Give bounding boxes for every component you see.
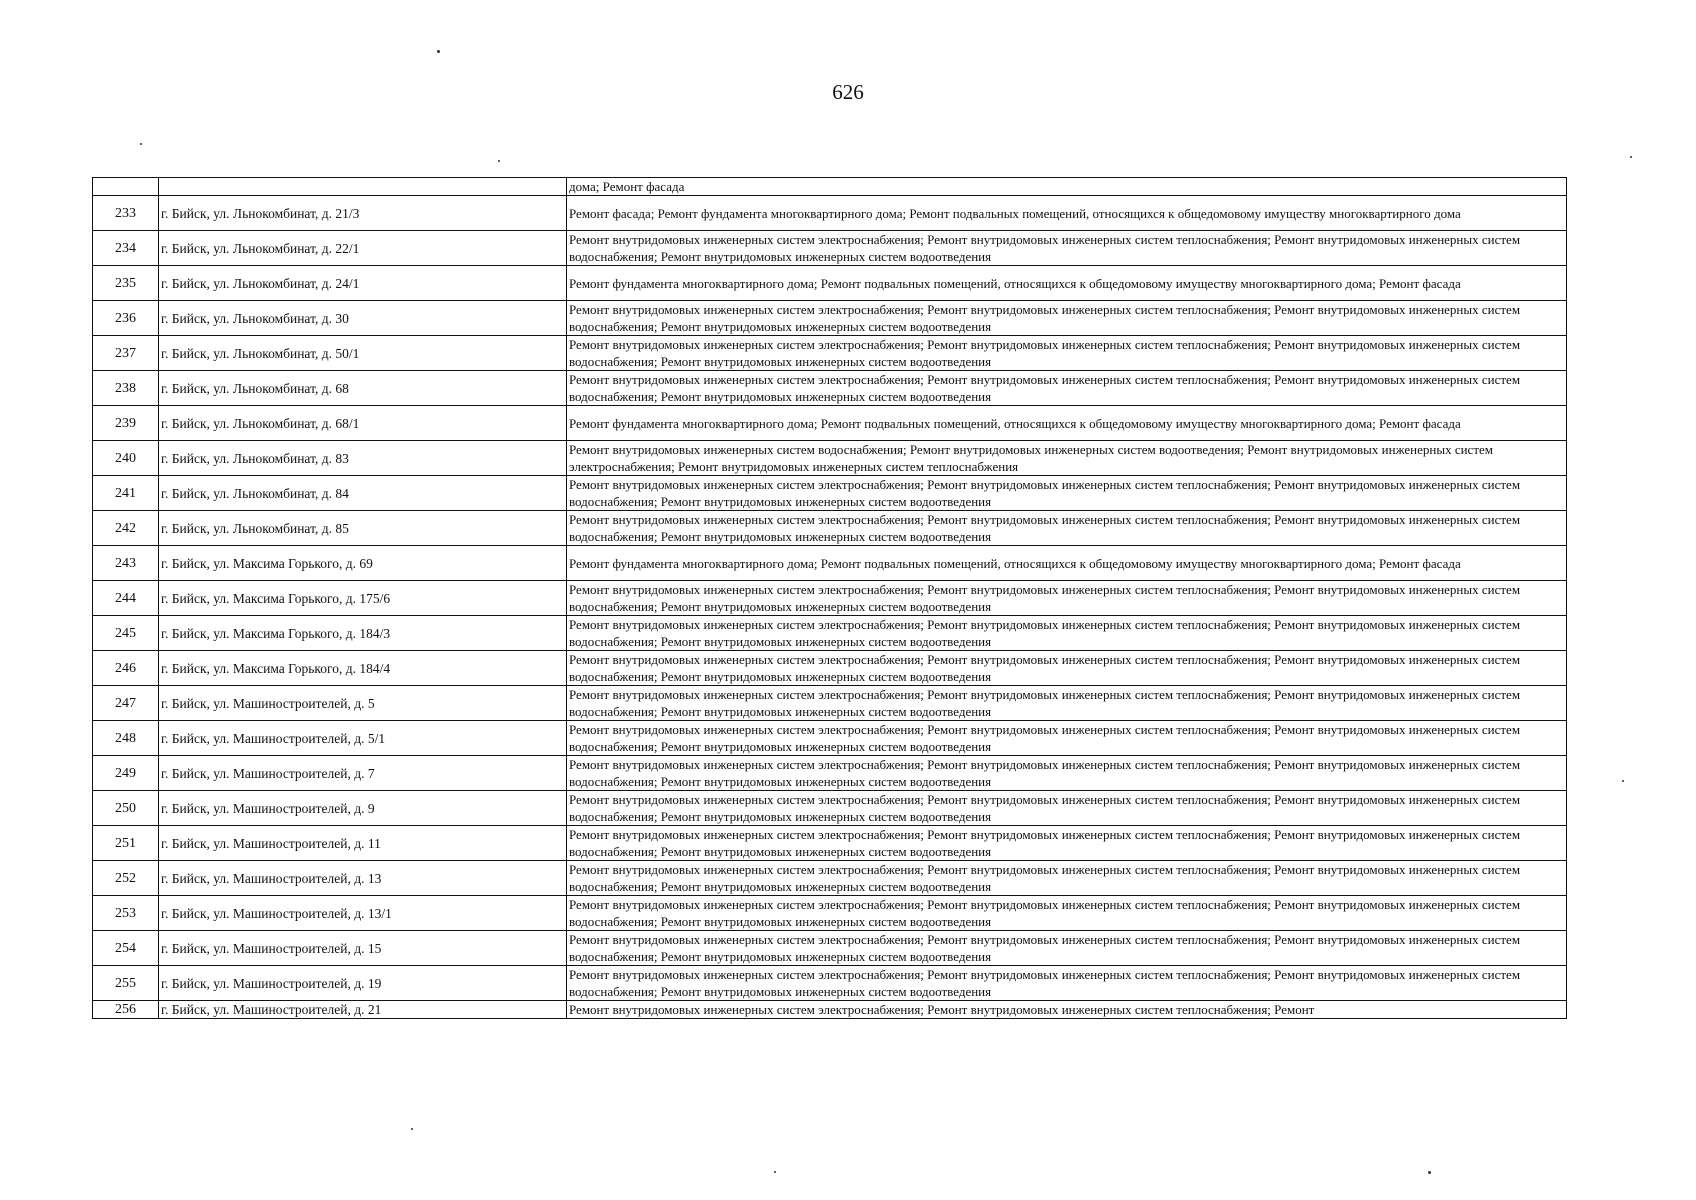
row-works: Ремонт фундамента многоквартирного дома; Ремонт подвальных помещений, относящихся к общедомовому имуществу многоквартирного дома; Ремонт фасада	[567, 406, 1567, 441]
row-address: г. Бийск, ул. Машиностроителей, д. 21	[159, 1001, 567, 1019]
row-address: г. Бийск, ул. Льнокомбинат, д. 84	[159, 476, 567, 511]
row-address: г. Бийск, ул. Льнокомбинат, д. 30	[159, 301, 567, 336]
row-address: г. Бийск, ул. Машиностроителей, д. 5/1	[159, 721, 567, 756]
row-works: Ремонт внутридомовых инженерных систем электроснабжения; Ремонт внутридомовых инженерных систем теплоснабжения; Ремонт внутридомовых инженерных систем водоснабжения; Ремонт внутридомовых инженерных систем водоотведения	[567, 966, 1567, 1001]
row-number: 254	[93, 931, 159, 966]
row-number: 256	[93, 1001, 159, 1019]
row-number: 248	[93, 721, 159, 756]
row-address: г. Бийск, ул. Льнокомбинат, д. 68	[159, 371, 567, 406]
table-row	[93, 651, 1567, 686]
row-works: Ремонт внутридомовых инженерных систем электроснабжения; Ремонт внутридомовых инженерных систем теплоснабжения; Ремонт внутридомовых инженерных систем водоснабжения; Ремонт внутридомовых инженерных систем водоотведения	[567, 651, 1567, 686]
row-works: Ремонт внутридомовых инженерных систем электроснабжения; Ремонт внутридомовых инженерных систем теплоснабжения; Ремонт внутридомовых инженерных систем водоснабжения; Ремонт внутридомовых инженерных систем водоотведения	[567, 861, 1567, 896]
row-works: Ремонт внутридомовых инженерных систем электроснабжения; Ремонт внутридомовых инженерных систем теплоснабжения; Ремонт внутридомовых инженерных систем водоснабжения; Ремонт внутридомовых инженерных систем водоотведения	[567, 231, 1567, 266]
scan-speck	[140, 143, 142, 145]
row-works: Ремонт внутридомовых инженерных систем электроснабжения; Ремонт внутридомовых инженерных систем теплоснабжения; Ремонт внутридомовых инженерных систем водоснабжения; Ремонт внутридомовых инженерных систем водоотведения	[567, 476, 1567, 511]
row-works: Ремонт внутридомовых инженерных систем электроснабжения; Ремонт внутридомовых инженерных систем теплоснабжения; Ремонт внутридомовых инженерных систем водоснабжения; Ремонт внутридомовых инженерных систем водоотведения	[567, 616, 1567, 651]
table-row	[93, 791, 1567, 826]
row-number: 234	[93, 231, 159, 266]
row-address: г. Бийск, ул. Максима Горького, д. 184/3	[159, 616, 567, 651]
row-number	[93, 178, 159, 196]
page-number: 626	[832, 80, 864, 104]
scan-speck	[411, 1128, 413, 1130]
row-address: г. Бийск, ул. Льнокомбинат, д. 50/1	[159, 336, 567, 371]
row-works: Ремонт внутридомовых инженерных систем электроснабжения; Ремонт внутридомовых инженерных систем теплоснабжения; Ремонт внутридомовых инженерных систем водоснабжения; Ремонт внутридомовых инженерных систем водоотведения	[567, 686, 1567, 721]
row-address: г. Бийск, ул. Машиностроителей, д. 11	[159, 826, 567, 861]
table-row	[93, 336, 1567, 371]
table-row	[93, 966, 1567, 1001]
row-works: Ремонт внутридомовых инженерных систем водоснабжения; Ремонт внутридомовых инженерных систем водоотведения; Ремонт внутридомовых инженерных систем электроснабжения; Ремонт внутридомовых инженерных систем теплоснабжения	[567, 441, 1567, 476]
row-address: г. Бийск, ул. Льнокомбинат, д. 68/1	[159, 406, 567, 441]
table-row	[93, 406, 1567, 441]
row-number: 244	[93, 581, 159, 616]
table-row	[93, 721, 1567, 756]
table-row	[93, 756, 1567, 791]
table-row	[93, 931, 1567, 966]
scan-speck	[774, 1171, 776, 1173]
row-number: 233	[93, 196, 159, 231]
row-address: г. Бийск, ул. Льнокомбинат, д. 21/3	[159, 196, 567, 231]
table-row	[93, 196, 1567, 231]
row-works: Ремонт внутридомовых инженерных систем электроснабжения; Ремонт внутридомовых инженерных систем теплоснабжения; Ремонт внутридомовых инженерных систем водоснабжения; Ремонт внутридомовых инженерных систем водоотведения	[567, 756, 1567, 791]
row-address: г. Бийск, ул. Машиностроителей, д. 5	[159, 686, 567, 721]
row-works: Ремонт внутридомовых инженерных систем электроснабжения; Ремонт внутридомовых инженерных систем теплоснабжения; Ремонт внутридомовых инженерных систем водоснабжения; Ремонт внутридомовых инженерных систем водоотведения	[567, 896, 1567, 931]
row-works: Ремонт внутридомовых инженерных систем электроснабжения; Ремонт внутридомовых инженерных систем теплоснабжения; Ремонт внутридомовых инженерных систем водоснабжения; Ремонт внутридомовых инженерных систем водоотведения	[567, 511, 1567, 546]
table-row	[93, 861, 1567, 896]
table-row	[93, 476, 1567, 511]
table-row	[93, 826, 1567, 861]
row-number: 243	[93, 546, 159, 581]
row-works: Ремонт фундамента многоквартирного дома; Ремонт подвальных помещений, относящихся к общедомовому имуществу многоквартирного дома; Ремонт фасада	[567, 266, 1567, 301]
table-row	[93, 301, 1567, 336]
table-row	[93, 616, 1567, 651]
row-number: 246	[93, 651, 159, 686]
row-number: 251	[93, 826, 159, 861]
row-number: 247	[93, 686, 159, 721]
row-number: 250	[93, 791, 159, 826]
table-row	[93, 896, 1567, 931]
scan-speck	[1630, 156, 1632, 158]
row-works: Ремонт внутридомовых инженерных систем электроснабжения; Ремонт внутридомовых инженерных систем теплоснабжения; Ремонт внутридомовых инженерных систем водоснабжения; Ремонт внутридомовых инженерных систем водоотведения	[567, 581, 1567, 616]
table-row	[93, 371, 1567, 406]
row-number: 239	[93, 406, 159, 441]
row-number: 242	[93, 511, 159, 546]
row-address: г. Бийск, ул. Машиностроителей, д. 15	[159, 931, 567, 966]
row-number: 255	[93, 966, 159, 1001]
row-address: г. Бийск, ул. Машиностроителей, д. 13	[159, 861, 567, 896]
row-works: Ремонт внутридомовых инженерных систем электроснабжения; Ремонт внутридомовых инженерных систем теплоснабжения; Ремонт внутридомовых инженерных систем водоснабжения; Ремонт внутридомовых инженерных систем водоотведения	[567, 336, 1567, 371]
row-address: г. Бийск, ул. Максима Горького, д. 69	[159, 546, 567, 581]
row-number: 235	[93, 266, 159, 301]
row-address: г. Бийск, ул. Льнокомбинат, д. 22/1	[159, 231, 567, 266]
table-row	[93, 511, 1567, 546]
row-works: Ремонт внутридомовых инженерных систем электроснабжения; Ремонт внутридомовых инженерных систем теплоснабжения; Ремонт внутридомовых инженерных систем водоснабжения; Ремонт внутридомовых инженерных систем водоотведения	[567, 791, 1567, 826]
table-row	[93, 546, 1567, 581]
table-row	[93, 441, 1567, 476]
row-number: 240	[93, 441, 159, 476]
row-address: г. Бийск, ул. Машиностроителей, д. 7	[159, 756, 567, 791]
row-address: г. Бийск, ул. Машиностроителей, д. 13/1	[159, 896, 567, 931]
row-works: Ремонт внутридомовых инженерных систем электроснабжения; Ремонт внутридомовых инженерных систем теплоснабжения; Ремонт внутридомовых инженерных систем водоснабжения; Ремонт внутридомовых инженерных систем водоотведения	[567, 931, 1567, 966]
row-works: дома; Ремонт фасада	[567, 178, 1567, 196]
row-number: 245	[93, 616, 159, 651]
row-number: 249	[93, 756, 159, 791]
row-number: 241	[93, 476, 159, 511]
repair-registry-table	[92, 177, 1567, 1019]
row-number: 237	[93, 336, 159, 371]
table-body	[93, 178, 1567, 1019]
row-address	[159, 178, 567, 196]
row-works: Ремонт внутридомовых инженерных систем электроснабжения; Ремонт внутридомовых инженерных систем теплоснабжения; Ремонт внутридомовых инженерных систем водоснабжения; Ремонт внутридомовых инженерных систем водоотведения	[567, 721, 1567, 756]
table-row-continued	[93, 178, 1567, 196]
row-address: г. Бийск, ул. Максима Горького, д. 175/6	[159, 581, 567, 616]
scan-speck	[1622, 780, 1624, 782]
table-row	[93, 686, 1567, 721]
row-number: 236	[93, 301, 159, 336]
row-number: 252	[93, 861, 159, 896]
table-row	[93, 581, 1567, 616]
table-row	[93, 266, 1567, 301]
row-works: Ремонт внутридомовых инженерных систем электроснабжения; Ремонт внутридомовых инженерных систем теплоснабжения; Ремонт внутридомовых инженерных систем водоснабжения; Ремонт внутридомовых инженерных систем водоотведения	[567, 371, 1567, 406]
scan-speck	[437, 50, 440, 53]
row-works: Ремонт внутридомовых инженерных систем электроснабжения; Ремонт внутридомовых инженерных систем теплоснабжения; Ремонт внутридомовых инженерных систем водоснабжения; Ремонт внутридомовых инженерных систем водоотведения	[567, 301, 1567, 336]
row-number: 253	[93, 896, 159, 931]
row-works: Ремонт фасада; Ремонт фундамента многоквартирного дома; Ремонт подвальных помещений, относящихся к общедомовому имуществу многоквартирного дома	[567, 196, 1567, 231]
table-row	[93, 231, 1567, 266]
row-works: Ремонт внутридомовых инженерных систем электроснабжения; Ремонт внутридомовых инженерных систем теплоснабжения; Ремонт внутридомовых инженерных систем водоснабжения; Ремонт внутридомовых инженерных систем водоотведения	[567, 826, 1567, 861]
row-address: г. Бийск, ул. Машиностроителей, д. 9	[159, 791, 567, 826]
row-address: г. Бийск, ул. Льнокомбинат, д. 85	[159, 511, 567, 546]
row-number: 238	[93, 371, 159, 406]
row-address: г. Бийск, ул. Машиностроителей, д. 19	[159, 966, 567, 1001]
row-works: Ремонт внутридомовых инженерных систем электроснабжения; Ремонт внутридомовых инженерных систем теплоснабжения; Ремонт	[567, 1001, 1567, 1019]
scan-speck	[498, 160, 500, 162]
row-address: г. Бийск, ул. Максима Горького, д. 184/4	[159, 651, 567, 686]
table-row-last	[93, 1001, 1567, 1019]
row-address: г. Бийск, ул. Льнокомбинат, д. 83	[159, 441, 567, 476]
scan-speck	[1428, 1171, 1431, 1174]
row-address: г. Бийск, ул. Льнокомбинат, д. 24/1	[159, 266, 567, 301]
row-works: Ремонт фундамента многоквартирного дома; Ремонт подвальных помещений, относящихся к общедомовому имуществу многоквартирного дома; Ремонт фасада	[567, 546, 1567, 581]
